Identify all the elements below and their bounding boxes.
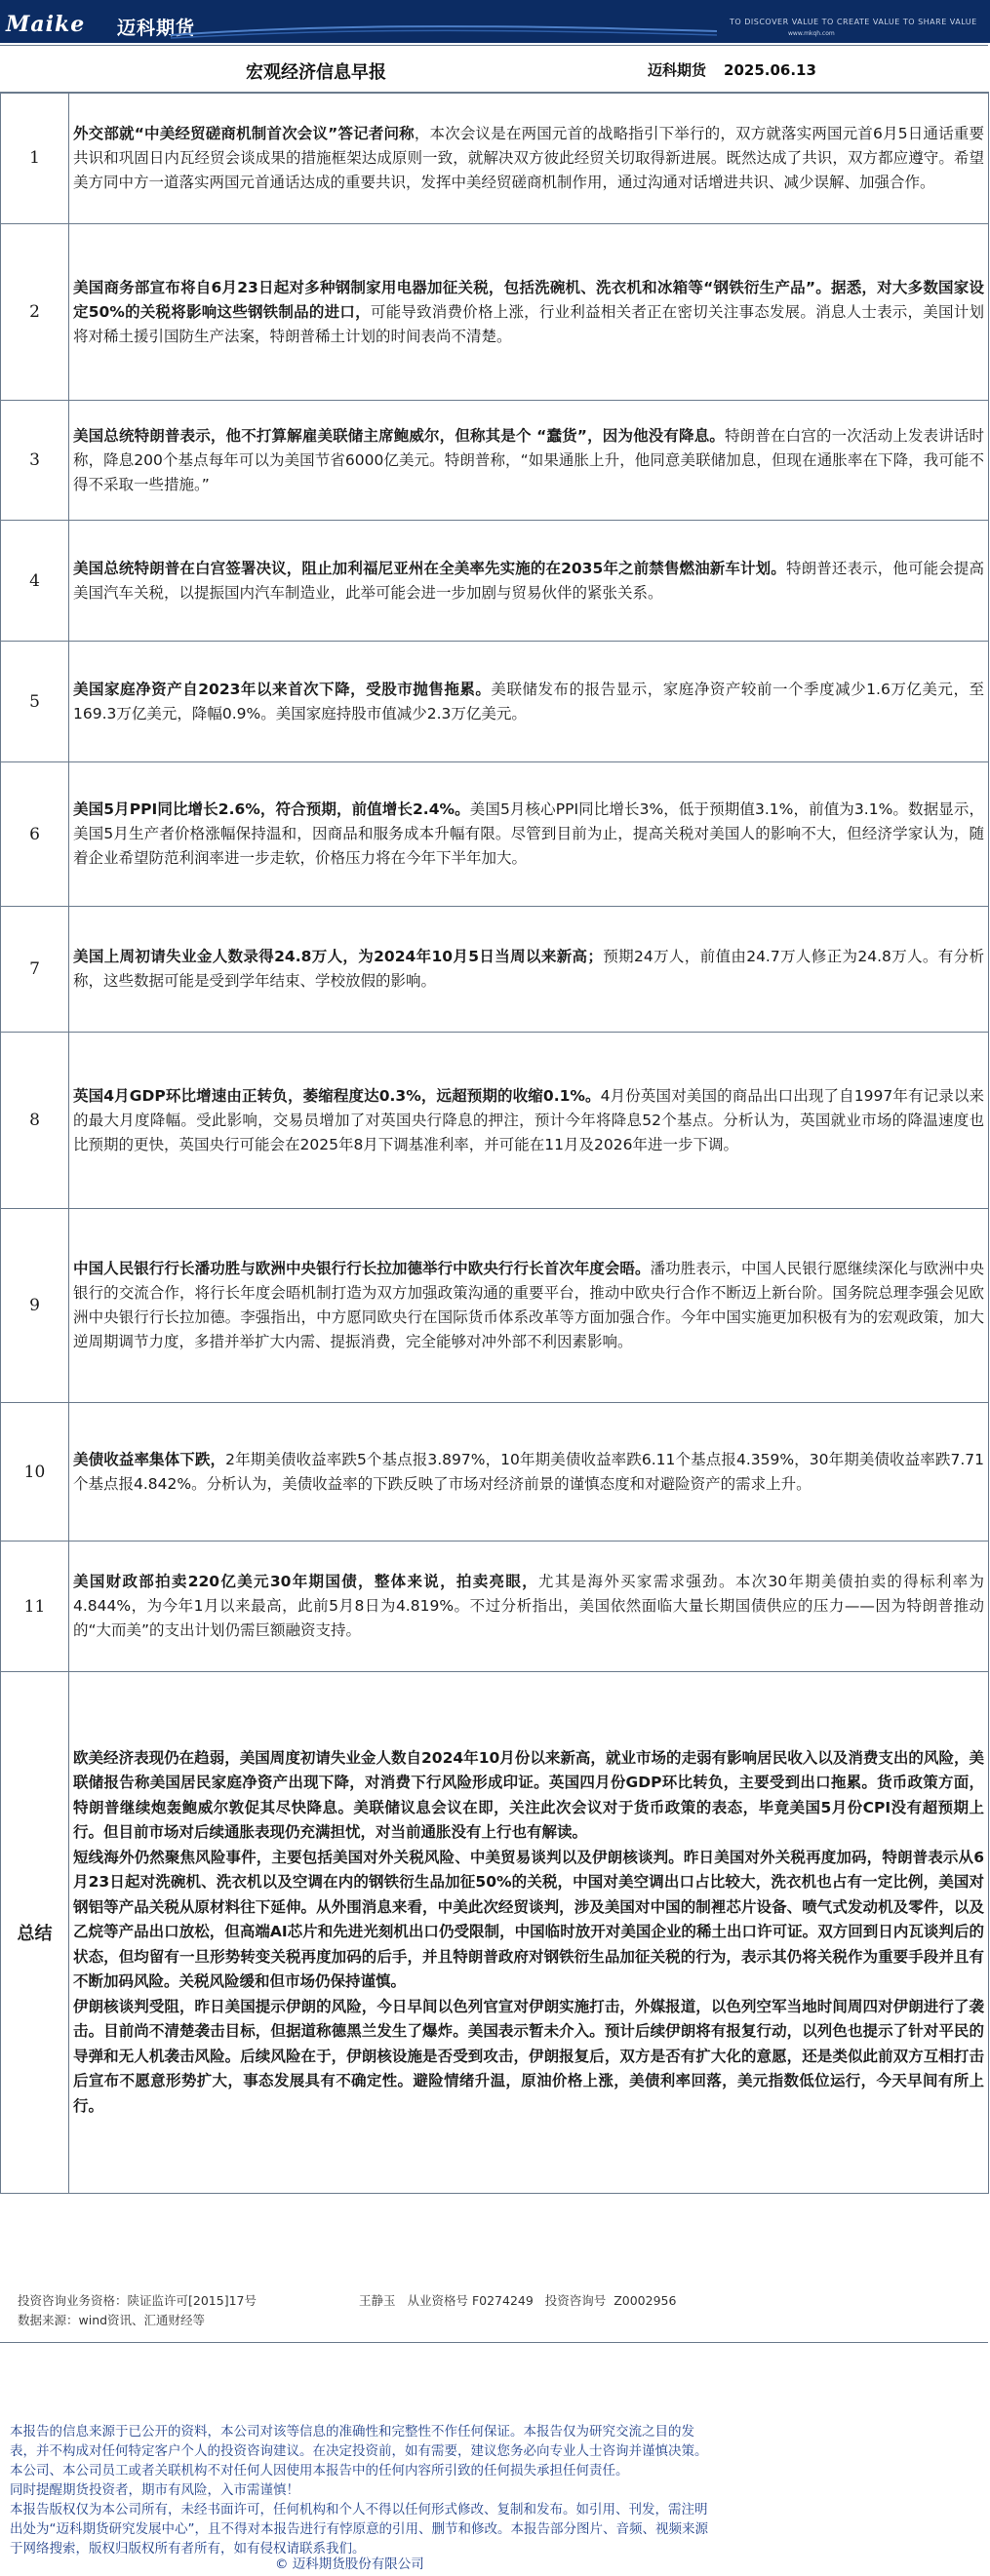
news-text: 特朗普在白宫的一次活动上发表讲话时称，降息200个基点每年可以为美国节省6000亿美元。特朗普称，“如果通胀上升，他同意美联储加息，但现在通胀率在下降，我可能不得不采取一些措施。” xyxy=(73,426,984,493)
news-row xyxy=(1,1209,989,1403)
news-headline: 英国4月GDP环比增速由正转负，萎缩程度达0.3%，远超预期的收缩0.1%。 xyxy=(73,1086,601,1105)
license-number: F0274249 xyxy=(471,2293,534,2308)
news-number: 9 xyxy=(1,1209,69,1403)
news-row xyxy=(1,907,989,1033)
disclaimer-paragraph: 同时提醒期货投资者，期市有风险，入市需谨慎！ xyxy=(10,2482,299,2498)
summary-label: 总结 xyxy=(1,1672,69,2194)
news-row xyxy=(1,1403,989,1542)
disclaimer-paragraph: 本报告的信息来源于已公开的资料，本公司对该等信息的准确性和完整性不作任何保证。本报告仅为研究交流之目的发表，并不构成对任何特定客户个人的投资咨询建议。在决定投资前，如有需要，建议您务必向专业人士咨询并谨慎决策。本公司、本公司员工或者关联机构不对任何人因使用本报告中的任何内容所引致的任何损失承担任何责任。 xyxy=(10,2424,708,2478)
banner-swoosh-decoration xyxy=(171,20,717,41)
news-content xyxy=(69,1209,989,1403)
news-number: 11 xyxy=(1,1542,69,1672)
news-number: 2 xyxy=(1,224,69,401)
news-table xyxy=(0,92,989,2194)
title-row xyxy=(0,45,988,94)
data-source-text: 数据来源：wind资讯、汇通财经等 xyxy=(18,2313,206,2327)
company-name: 迈科期货 xyxy=(648,61,707,79)
news-headline: 美国总统特朗普表示，他不打算解雇美联储主席鲍威尔，但称其是个 “蠢货”，因为他没有降息。 xyxy=(73,426,726,445)
news-row xyxy=(1,401,989,521)
disclaimer xyxy=(10,2422,712,2558)
news-text: 美国5月核心PPI同比增长3%，低于预期值3.1%，前值为3.1%。数据显示，美国5月生产者价格涨幅保持温和，因商品和服务成本升幅有限。尽管到目前为止，提高关税对美国人的影响不大，但经济学家认为，随着企业希望防范利润率进一步走软，价格压力将在今年下半年加大。 xyxy=(73,800,984,867)
consult-label: 投资咨询号 xyxy=(544,2293,607,2308)
news-content xyxy=(69,762,989,907)
news-number: 8 xyxy=(1,1033,69,1209)
license-label: 从业资格号 xyxy=(407,2293,468,2308)
news-headline: 美国商务部宣布将自6月23日起对多种钢制家用电器加征关税，包括洗碗机、洗衣机和冰箱等“钢铁衍生产品”。据悉，对大多数国家设定50%的关税将影响这些钢铁制品的进口， xyxy=(73,278,984,321)
banner-slogan: TO DISCOVER VALUE TO CREATE VALUE TO SHARE VALUE xyxy=(730,18,977,26)
header-banner xyxy=(0,0,990,43)
copyright: © 迈科期货股份有限公司 xyxy=(275,2556,424,2572)
summary-content xyxy=(69,1672,989,2194)
summary-paragraph: 伊朗核谈判受阻，昨日美国提示伊朗的风险，今日早间以色列官宣对伊朗实施打击，外媒报道，以色列空军当地时间周四对伊朗进行了袭击。目前尚不清楚袭击目标，但据道称德黑兰发生了爆炸。美国表示暂未介入。预计后续伊朗将有报复行动，以列色也提示了针对平民的导弹和无人机袭击风险。后续风险在于，伊朗核设施是否受到攻击，伊朗报复后，双方是否有扩大化的意愿，还是类似此前双方互相打击后宣布不愿意形势扩大，事态发展具有不确定性。避险情绪升温，原油价格上涨，美债利率回落，美元指数低位运行，今天早间有所上行。 xyxy=(73,1997,984,2115)
news-number: 5 xyxy=(1,642,69,762)
analyst-name: 王静玉 xyxy=(359,2293,396,2308)
news-content xyxy=(69,1033,989,1209)
news-row xyxy=(1,93,989,224)
footer-divider xyxy=(0,2342,988,2343)
news-headline: 美国5月PPI同比增长2.6%，符合预期，前值增长2.4%。 xyxy=(73,800,470,818)
news-number: 6 xyxy=(1,762,69,907)
news-number: 7 xyxy=(1,907,69,1033)
summary-paragraph: 欧美经济表现仍在趋弱，美国周度初请失业金人数自2024年10月份以来新高，就业市场的走弱有影响居民收入以及消费支出的风险，美联储报告称美国居民家庭净资产出现下降，对消费下行风险形成印证。英国四月份GDP环比转负，主要受到出口拖累。货币政策方面，特朗普继续炮轰鲍威尔敦促其尽快降息。美联储议息会议在即，关注此次会议对于货币政策的表态，毕竟美国5月份CPI没有超预期上行。但目前市场对后续通胀表现仍充满担忧，对当前通胀没有上行也有解读。 xyxy=(73,1748,984,1842)
news-row xyxy=(1,762,989,907)
news-text: 可能导致消费价格上涨，行业利益相关者正在密切关注事态发展。消息人士表示，美国计划将对稀土援引国防生产法案，特朗普稀土计划的时间表尚不清楚。 xyxy=(73,302,984,345)
news-text: 美联储发布的报告显示，家庭净资产较前一个季度减少1.6万亿美元，至169.3万亿美元，降幅0.9%。美国家庭持股市值减少2.3万亿美元。 xyxy=(73,680,984,722)
news-headline: 中国人民银行行长潘功胜与欧洲中央银行行长拉加德举行中欧央行行长首次年度会晤。 xyxy=(73,1260,651,1277)
disclaimer-paragraph: 本报告版权仅为本公司所有，未经书面许可，任何机构和个人不得以任何形式修改、复制和发布。如引用、刊发，需注明出处为“迈科期货研究发展中心”，且不得对本报告进行有悖原意的引用、删节和修改。本报告部分图片、音频、视频来源于网络搜索，版权归版权所有者所有，如有侵权请联系我们。 xyxy=(10,2502,708,2556)
news-row xyxy=(1,521,989,642)
news-text: 2年期美债收益率跌5个基点报3.897%，10年期美债收益率跌6.11个基点报4.359%，30年期美债收益率跌7.71个基点报4.842%。分析认为，美债收益率的下跌反映了市场对经济前景的谨慎态度和对避险资产的需求上升。 xyxy=(73,1450,984,1493)
banner-website: www.mkqh.com xyxy=(788,30,835,37)
news-headline: 美国家庭净资产自2023年以来首次下降，受股市抛售拖累。 xyxy=(73,680,492,698)
analyst-info xyxy=(359,2291,676,2309)
news-text: 特朗普还表示，他可能会提高美国汽车关税，以提振国内汽车制造业，此举可能会进一步加剧与贸易伙伴的紧张关系。 xyxy=(73,559,984,602)
news-number: 10 xyxy=(1,1403,69,1542)
page-title: 宏观经济信息早报 xyxy=(246,62,386,83)
news-content xyxy=(69,93,989,224)
news-headline: 美国财政部拍卖220亿美元30年期国债，整体来说，拍卖亮眼， xyxy=(73,1573,538,1590)
news-text: 潘功胜表示，中国人民银行愿继续深化与欧洲中央银行的交流合作，将行长年度会晤机制打造为双方加强政策沟通的重要平台，推动中欧央行合作不断迈上新台阶。国务院总理李强会见欧洲中央银行行长拉加德。李强指出，中方愿同欧央行在国际货币体系改革等方面加强合作。今年中国实施更加积极有为的宏观政策，加大逆周期调节力度，多措并举扩大内需、提振消费，完全能够对冲外部不利因素影响。 xyxy=(73,1260,984,1350)
summary-paragraph: 短线海外仍然聚焦风险事件，主要包括美国对外关税风险、中美贸易谈判以及伊朗核谈判。昨日美国对外关税再度加码，特朗普表示从6月23日起对洗碗机、洗衣机以及空调在内的钢铁衍生品加征50%的关税，中国对美空调出口占比较大，洗衣机也占有一定比例，美国对钢铝等产品关税从原材料往下延伸。从外围消息来看，中美此次经贸谈判，涉及美国对中国的制裡芯片设备、喷气式发动机及零件，以及乙烷等产品出口放松，但高端AI芯片和先进光刻机出口仍受限制，中国临时放开对美国企业的稀土出口许可证。双方回到日内瓦谈判后的状态，但均留有一旦形势转变关税再度加码的后手，并且特朗普政府对钢铁衍生品加征关税的行为，表示其仍将关税作为重要手段并且有不断加码风险。关税风险缓和但市场仍保持谨慎。 xyxy=(73,1848,984,1991)
news-number: 1 xyxy=(1,93,69,224)
report-date: 2025.06.13 xyxy=(724,61,816,79)
news-content xyxy=(69,224,989,401)
news-row xyxy=(1,1033,989,1209)
news-row xyxy=(1,642,989,762)
news-content xyxy=(69,642,989,762)
news-text: ，本次会议是在两国元首的战略指引下举行的，双方就落实两国元首6月5日通话重要共识和巩固日内瓦经贸会谈成果的措施框架达成原则一致，就解决双方彼此经贸关切取得新进展。既然达成了共识，双方都应遵守。希望美方同中方一道落实两国元首通话达成的重要共识，发挥中美经贸磋商机制作用，通过沟通对话增进共识、减少误解、加强合作。 xyxy=(73,124,984,191)
company-date xyxy=(648,59,834,80)
summary-row xyxy=(1,1672,989,2194)
news-headline: 美国总统特朗普在白宫签署决议，阻止加利福尼亚州在全美率先实施的在2035年之前禁售燃油新车计划。 xyxy=(73,559,786,577)
brand-name: 迈科期货 xyxy=(117,18,196,39)
news-number: 4 xyxy=(1,521,69,642)
news-row xyxy=(1,1542,989,1672)
news-content xyxy=(69,1542,989,1672)
news-headline: 外交部就“中美经贸磋商机制首次会议”答记者问称 xyxy=(73,124,415,142)
qualification-text: 投资咨询业务资格：陕证监许可[2015]17号 xyxy=(18,2293,257,2308)
news-content xyxy=(69,907,989,1033)
news-text: 预期24万人，前值由24.7万人修正为24.8万人。有分析称，这些数据可能是受到学年结束、学校放假的影响。 xyxy=(73,948,984,990)
news-headline: 美债收益率集体下跌， xyxy=(73,1450,226,1468)
consult-number: Z0002956 xyxy=(614,2293,677,2308)
news-headline: 美国上周初请失业金人数录得24.8万人，为2024年10月5日当周以来新高； xyxy=(73,948,603,965)
news-text: 尤其是海外买家需求强劲。本次30年期美债拍卖的得标利率为4.844%，为今年1月以来最高，此前5月8日为4.819%。不过分析指出，美国依然面临大量长期国债供应的压力——因为特朗普推动的“大而美”的支出计划仍需巨额融资支持。 xyxy=(73,1573,984,1639)
news-row xyxy=(1,224,989,401)
news-content xyxy=(69,401,989,521)
news-content xyxy=(69,521,989,642)
footer-qualification xyxy=(18,2291,257,2330)
news-text: 4月份英国对美国的商品出口出现了自1997年有记录以来的最大月度降幅。受此影响，交易员增加了对英国央行降息的押注，预计今年将降息52个基点。分析认为，英国就业市场的降温速度也比预期的更快，英国央行可能会在2025年8月下调基准利率，并可能在11月及2026年进一步下调。 xyxy=(73,1086,985,1153)
news-content xyxy=(69,1403,989,1542)
news-number: 3 xyxy=(1,401,69,521)
company-logo: Maike xyxy=(6,12,86,37)
